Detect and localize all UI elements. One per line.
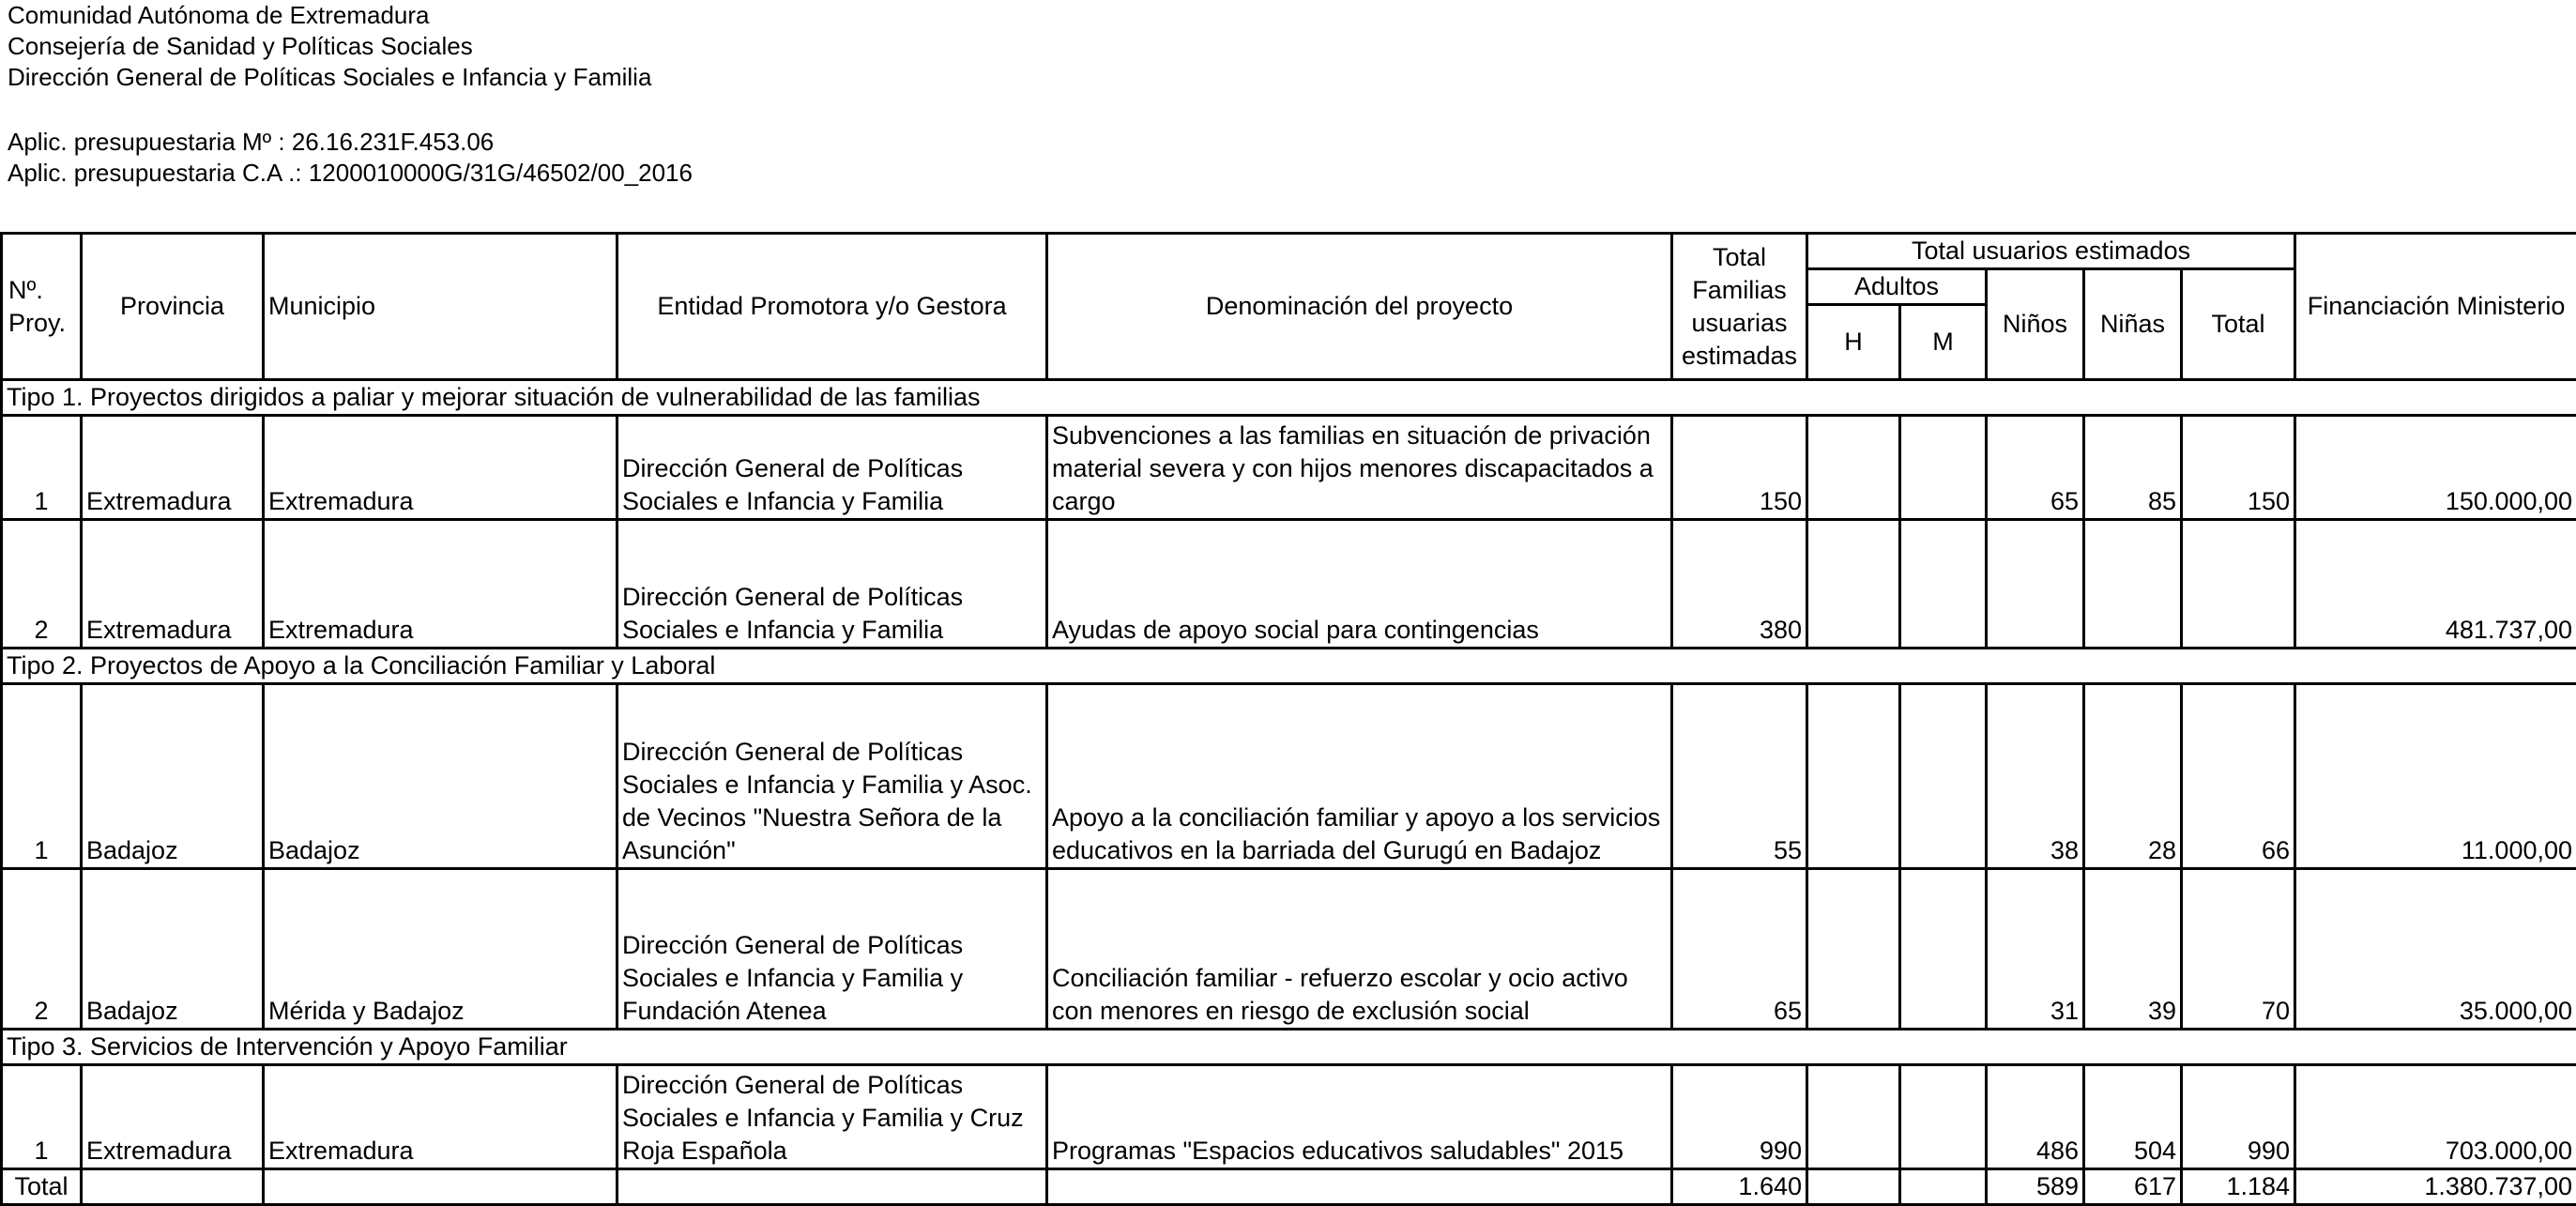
header-financiacion: Financiación Ministerio: [2295, 234, 2576, 380]
totals-total: 1.184: [2182, 1169, 2295, 1205]
cell-total: 150: [2182, 416, 2295, 520]
header-provincia: Provincia: [82, 234, 264, 380]
cell-total: 66: [2182, 684, 2295, 869]
table-row: [2, 416, 2576, 520]
cell-h: [1807, 416, 1900, 520]
header-total-usuarios: Total: [2182, 269, 2295, 380]
cell-denominacion: Ayudas de apoyo social para contingencias: [1047, 520, 1672, 649]
aplic-presupuestaria-mo: Aplic. presupuestaria Mº : 26.16.231F.453.06: [8, 127, 693, 158]
table-row: [2, 1065, 2576, 1169]
totals-ninas: 617: [2084, 1169, 2182, 1205]
cell-total: [2182, 520, 2295, 649]
header-num-proy: Nº. Proy.: [2, 234, 82, 380]
cell-provincia: Extremadura: [82, 1065, 264, 1169]
cell-h: [1807, 869, 1900, 1030]
cell-num: 2: [2, 869, 82, 1030]
table-row: [2, 520, 2576, 649]
header-consejeria: Consejería de Sanidad y Políticas Sociales: [8, 31, 693, 62]
cell-ninos: [1987, 520, 2084, 649]
totals-row: [2, 1169, 2576, 1205]
cell-ninos: 486: [1987, 1065, 2084, 1169]
cell-m: [1900, 869, 1987, 1030]
cell-familias: 380: [1672, 520, 1807, 649]
totals-financiacion: 1.380.737,00: [2295, 1169, 2576, 1205]
cell-municipio: Extremadura: [264, 1065, 617, 1169]
cell-financiacion: 703.000,00: [2295, 1065, 2576, 1169]
cell-ninas: 28: [2084, 684, 2182, 869]
header-entidad: Entidad Promotora y/o Gestora: [617, 234, 1047, 380]
section-title: Tipo 1. Proyectos dirigidos a paliar y mejorar situación de vulnerabilidad de las familias: [2, 380, 2576, 416]
header-municipio: Municipio: [264, 234, 617, 380]
cell-ninos: 65: [1987, 416, 2084, 520]
cell-denominacion: Programas "Espacios educativos saludables" 2015: [1047, 1065, 1672, 1169]
cell-financiacion: 481.737,00: [2295, 520, 2576, 649]
cell-m: [1900, 684, 1987, 869]
cell-financiacion: 150.000,00: [2295, 416, 2576, 520]
table-row: [2, 869, 2576, 1030]
cell-m: [1900, 1065, 1987, 1169]
cell-h: [1807, 684, 1900, 869]
header-usuarios-estimados: Total usuarios estimados: [1807, 234, 2295, 269]
cell-ninas: 39: [2084, 869, 2182, 1030]
header-direccion: Dirección General de Políticas Sociales e Infancia y Familia: [8, 62, 693, 93]
cell-municipio: Extremadura: [264, 416, 617, 520]
cell-provincia: Extremadura: [82, 416, 264, 520]
cell-denominacion: Conciliación familiar - refuerzo escolar y ocio activo con menores en riesgo de exclusión social: [1047, 869, 1672, 1030]
cell-financiacion: 35.000,00: [2295, 869, 2576, 1030]
cell-familias: 65: [1672, 869, 1807, 1030]
cell-entidad: Dirección General de Políticas Sociales e Infancia y Familia y Fundación Atenea: [617, 869, 1047, 1030]
cell-provincia: Badajoz: [82, 869, 264, 1030]
totals-familias: 1.640: [1672, 1169, 1807, 1205]
cell-ninos: 38: [1987, 684, 2084, 869]
header-adultos: Adultos: [1807, 269, 1987, 305]
cell-num: 2: [2, 520, 82, 649]
cell-total: 70: [2182, 869, 2295, 1030]
header-ninos: Niños: [1987, 269, 2084, 380]
cell-provincia: Extremadura: [82, 520, 264, 649]
header-denominacion: Denominación del proyecto: [1047, 234, 1672, 380]
totals-ninos: 589: [1987, 1169, 2084, 1205]
cell-municipio: Mérida y Badajoz: [264, 869, 617, 1030]
cell-denominacion: Subvenciones a las familias en situación de privación material severa y con hijos menores discapacitados a cargo: [1047, 416, 1672, 520]
cell-municipio: Extremadura: [264, 520, 617, 649]
document-header: [8, 0, 693, 189]
cell-num: 1: [2, 684, 82, 869]
projects-table: [0, 232, 2576, 1206]
cell-familias: 150: [1672, 416, 1807, 520]
cell-h: [1807, 1065, 1900, 1169]
cell-total: 990: [2182, 1065, 2295, 1169]
header-familias: Total Familias usuarias estimadas: [1672, 234, 1807, 380]
table-row: [2, 684, 2576, 869]
cell-h: [1807, 520, 1900, 649]
cell-familias: 990: [1672, 1065, 1807, 1169]
cell-m: [1900, 520, 1987, 649]
cell-familias: 55: [1672, 684, 1807, 869]
header-h: H: [1807, 305, 1900, 380]
cell-municipio: Badajoz: [264, 684, 617, 869]
cell-entidad: Dirección General de Políticas Sociales e Infancia y Familia: [617, 416, 1047, 520]
cell-ninas: [2084, 520, 2182, 649]
section-title: Tipo 2. Proyectos de Apoyo a la Conciliación Familiar y Laboral: [2, 649, 2576, 684]
cell-num: 1: [2, 416, 82, 520]
cell-entidad: Dirección General de Políticas Sociales e Infancia y Familia y Asoc. de Vecinos "Nuestra Señora de la Asunción": [617, 684, 1047, 869]
cell-provincia: Badajoz: [82, 684, 264, 869]
cell-financiacion: 11.000,00: [2295, 684, 2576, 869]
header-m: M: [1900, 305, 1987, 380]
cell-m: [1900, 416, 1987, 520]
cell-ninas: 85: [2084, 416, 2182, 520]
cell-entidad: Dirección General de Políticas Sociales e Infancia y Familia: [617, 520, 1047, 649]
cell-denominacion: Apoyo a la conciliación familiar y apoyo a los servicios educativos en la barriada del Gurugú en Badajoz: [1047, 684, 1672, 869]
section-title: Tipo 3. Servicios de Intervención y Apoyo Familiar: [2, 1030, 2576, 1065]
cell-entidad: Dirección General de Políticas Sociales e Infancia y Familia y Cruz Roja Española: [617, 1065, 1047, 1169]
header-ninas: Niñas: [2084, 269, 2182, 380]
header-comunidad: Comunidad Autónoma de Extremadura: [8, 0, 693, 31]
cell-ninas: 504: [2084, 1065, 2182, 1169]
aplic-presupuestaria-ca: Aplic. presupuestaria C.A .: 1200010000G/31G/46502/00_2016: [8, 158, 693, 189]
cell-ninos: 31: [1987, 869, 2084, 1030]
cell-num: 1: [2, 1065, 82, 1169]
totals-label: Total: [2, 1169, 82, 1205]
